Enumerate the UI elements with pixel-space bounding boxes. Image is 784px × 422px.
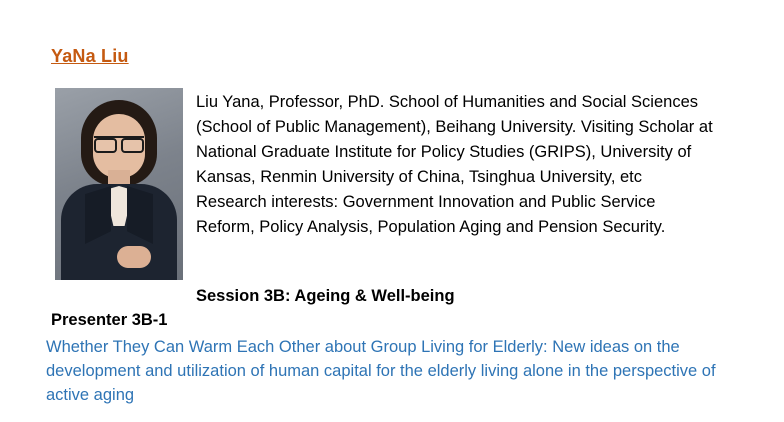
presenter-label: Presenter 3B-1 <box>51 311 168 329</box>
speaker-bio-text: Liu Yana, Professor, PhD. School of Humanities and Social Sciences (School of Public Management), Beihang University. Visiting Scholar at National Graduate Institute for Policy Studies (GRIPS), University of Kansas, Renmin University of China, Tsinghua University, etc <box>196 93 713 186</box>
speaker-bio-block <box>196 90 716 240</box>
speaker-portrait-image <box>55 88 183 280</box>
glasses-icon <box>94 136 144 150</box>
speaker-name: YaNa Liu <box>51 46 129 66</box>
portrait-hands <box>117 246 151 268</box>
paper-title: Whether They Can Warm Each Other about Group Living for Elderly: New ideas on the development and utilization of human capital for the elderly living alone in the perspective of active aging <box>46 338 716 404</box>
session-heading: Session 3B: Ageing & Well-being <box>196 287 455 305</box>
speaker-research-interests: Research interests: Government Innovation and Public Service Reform, Policy Analysis, Population Aging and Pension Security. <box>196 193 666 236</box>
